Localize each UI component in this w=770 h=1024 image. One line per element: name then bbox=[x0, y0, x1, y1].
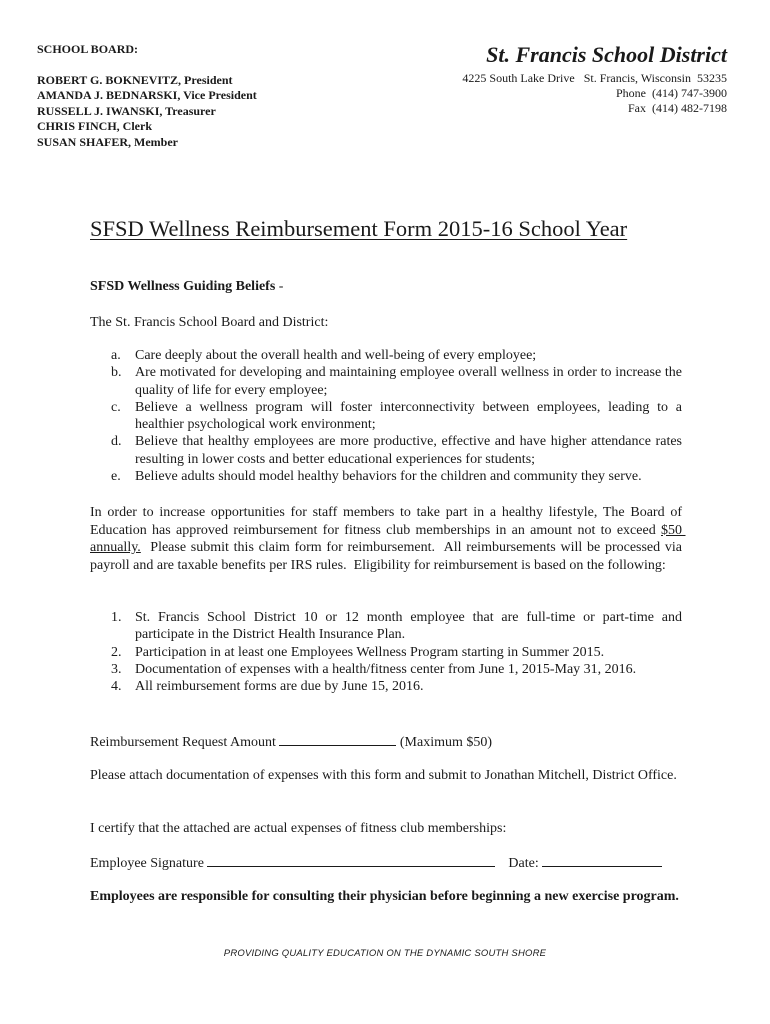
list-item-text: Believe that healthy employees are more productive, effective and have higher attendance rates resulting in lower costs and better educational experiences for students; bbox=[135, 434, 682, 467]
beliefs-heading-line bbox=[90, 278, 682, 296]
list-marker: a. bbox=[111, 348, 121, 363]
district-address: 4225 South Lake Drive St. Francis, Wisconsin 53235 bbox=[462, 71, 727, 85]
signature-label: Employee Signature bbox=[90, 856, 204, 871]
district-header bbox=[462, 42, 727, 116]
list-marker: 1. bbox=[111, 610, 122, 625]
request-amount-row bbox=[90, 731, 682, 752]
list-marker: 3. bbox=[111, 661, 122, 677]
list-item bbox=[90, 468, 682, 485]
date-label: Date: bbox=[508, 856, 539, 871]
district-fax: Fax (414) 482-7198 bbox=[628, 101, 727, 115]
list-item-text: Care deeply about the overall health and well-being of every employee; bbox=[135, 348, 537, 363]
list-item bbox=[90, 644, 682, 661]
beliefs-heading: SFSD Wellness Guiding Beliefs bbox=[90, 279, 276, 294]
request-amount-label: Reimbursement Request Amount bbox=[90, 735, 276, 750]
list-item bbox=[90, 661, 682, 678]
list-marker: b. bbox=[111, 365, 122, 381]
list-item-text: Documentation of expenses with a health/fitness center from June 1, 2015-May 31, 2016. bbox=[135, 661, 637, 677]
list-item bbox=[90, 364, 682, 399]
board-member: CHRIS FINCH, Clerk bbox=[37, 119, 153, 133]
certify-statement: I certify that the attached are actual expenses of fitness club memberships: bbox=[90, 821, 507, 836]
request-amount-max: (Maximum $50) bbox=[399, 735, 493, 750]
list-item bbox=[90, 347, 682, 364]
signature-row bbox=[90, 852, 682, 873]
list-item bbox=[90, 609, 682, 644]
school-board-block bbox=[37, 42, 257, 150]
board-member: SUSAN SHAFER, Member bbox=[37, 134, 178, 149]
date-field[interactable] bbox=[542, 852, 662, 867]
request-amount-field[interactable] bbox=[279, 731, 396, 746]
list-marker: e. bbox=[111, 469, 121, 485]
list-item-text: All reimbursement forms are due by June 15, 2016. bbox=[135, 679, 424, 695]
list-item-text: Are motivated for developing and maintaining employee overall wellness in order to increase the quality of life for every employee; bbox=[135, 365, 682, 398]
district-phone: Phone (414) 747-3900 bbox=[616, 86, 727, 100]
school-board-heading: SCHOOL BOARD: bbox=[37, 42, 139, 56]
board-member: AMANDA J. BEDNARSKI, Vice President bbox=[37, 88, 257, 102]
reimbursement-limit: $50 annually. bbox=[90, 522, 686, 555]
list-item-text: Participation in at least one Employees Wellness Program starting in Summer 2015. bbox=[135, 644, 605, 660]
beliefs-intro: The St. Francis School Board and District: bbox=[90, 315, 329, 330]
board-member: ROBERT G. BOKNEVITZ, President bbox=[37, 72, 233, 87]
list-item bbox=[90, 433, 682, 468]
list-item-text: Believe a wellness program will foster interconnectivity between employees, leading to a healthier psychological work environment; bbox=[135, 399, 682, 433]
list-item bbox=[90, 678, 682, 695]
list-marker: c. bbox=[111, 399, 121, 415]
physician-warning: Employees are responsible for consulting their physician before beginning a new exercise program. bbox=[90, 889, 679, 904]
list-marker: d. bbox=[111, 434, 122, 450]
form-title: SFSD Wellness Reimbursement Form 2015-16 School Year bbox=[90, 216, 628, 241]
paragraph-text: Please submit this claim form for reimbursement. All reimbursements will be processed via payroll and are taxable benefits per IRS rules. Eligibility for reimbursement is based on the following: bbox=[90, 540, 686, 573]
attach-note: Please attach documentation of expenses with this form and submit to Jonathan Mitchell, District Office. bbox=[90, 768, 677, 783]
board-member: RUSSELL J. IWANSKI, Treasurer bbox=[37, 103, 216, 118]
list-item-text: St. Francis School District 10 or 12 month employee that are full-time or part-time and participate in the District Health Insurance Plan. bbox=[135, 610, 682, 643]
list-item-text: Believe adults should model healthy behaviors for the children and community they serve. bbox=[135, 469, 642, 485]
list-marker: 2. bbox=[111, 644, 122, 660]
paragraph-text: In order to increase opportunities for staff members to take part in a healthy lifestyle, The Board of Education has approved reimbursement for fitness club memberships in an amount not to exceed bbox=[90, 505, 686, 538]
beliefs-list bbox=[90, 347, 682, 485]
footer-tagline: PROVIDING QUALITY EDUCATION ON THE DYNAMIC SOUTH SHORE bbox=[223, 948, 547, 959]
district-name: St. Francis School District bbox=[486, 42, 727, 67]
beliefs-heading-dash: - bbox=[275, 279, 284, 294]
list-marker: 4. bbox=[111, 679, 122, 695]
list-item bbox=[90, 399, 682, 434]
reimbursement-paragraph bbox=[90, 504, 686, 574]
signature-field[interactable] bbox=[207, 852, 495, 867]
eligibility-list bbox=[90, 609, 682, 695]
